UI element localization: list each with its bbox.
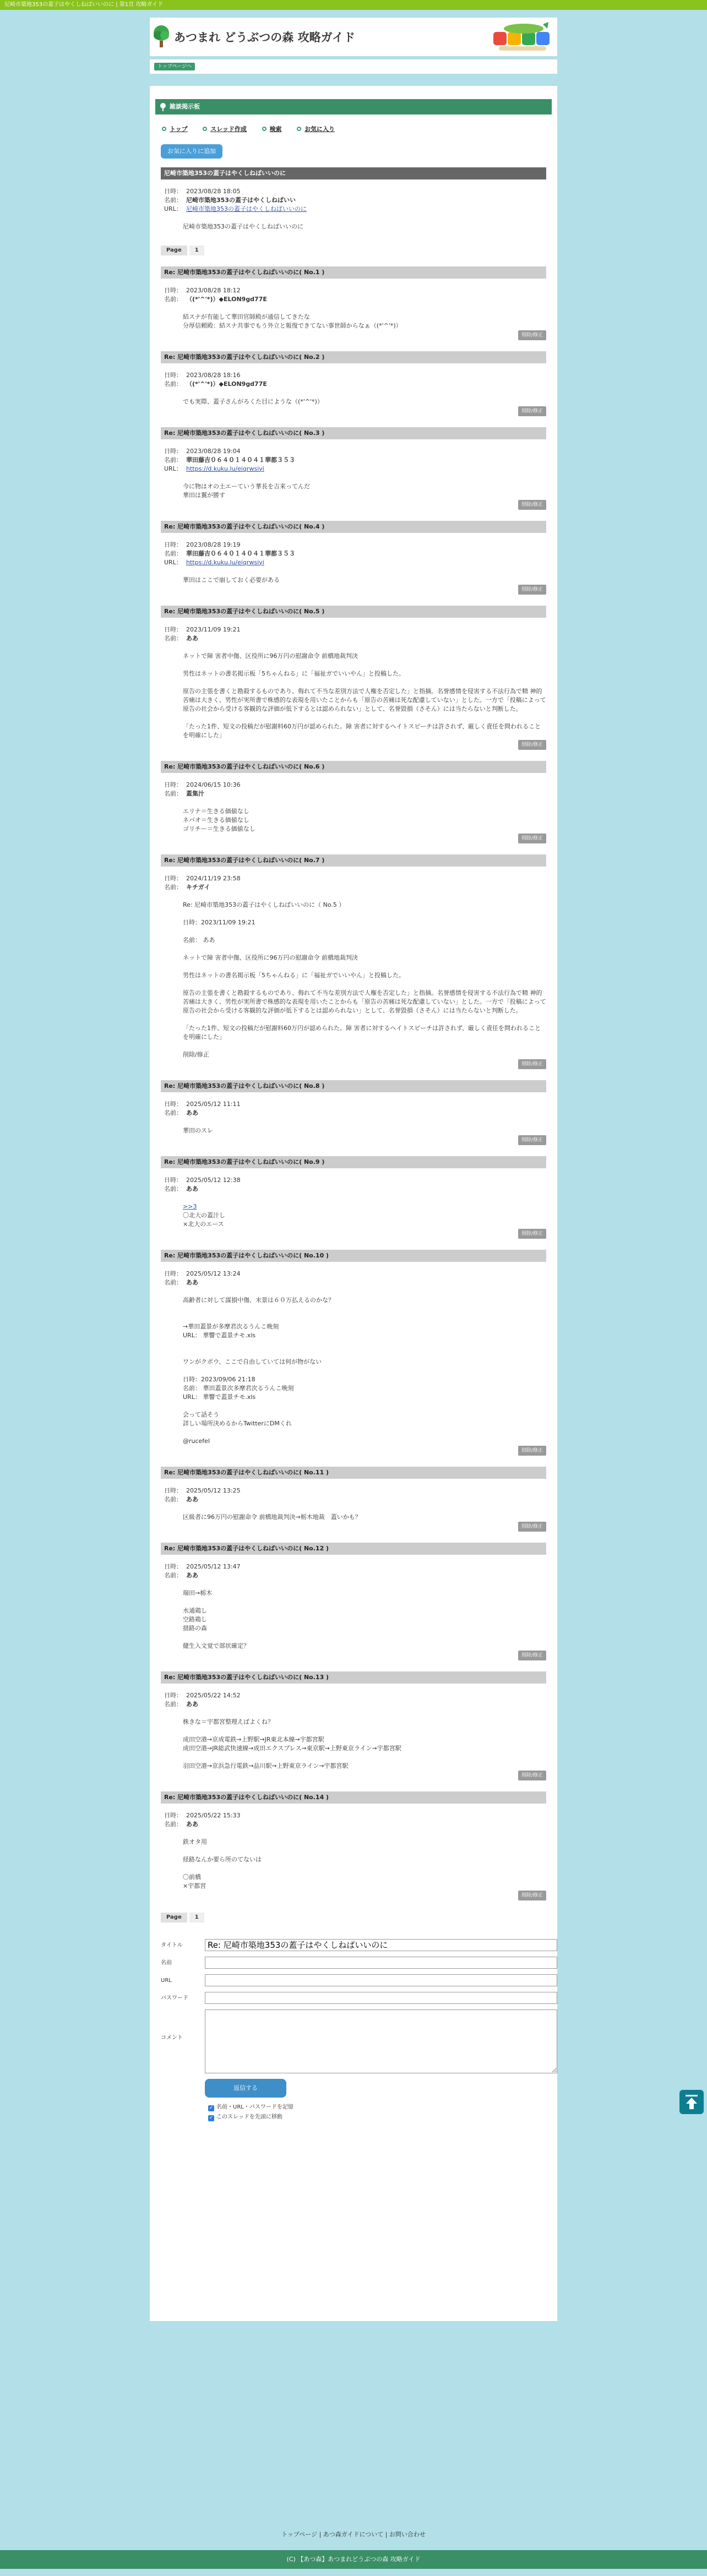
breadcrumb-home-link[interactable]: トップページへ <box>154 63 195 70</box>
tree-icon <box>160 102 166 111</box>
post-date: 2023/08/28 19:04 <box>186 447 241 455</box>
date-label: 日時： <box>164 187 182 195</box>
post-body-line <box>183 1753 546 1762</box>
post-meta <box>164 447 546 473</box>
reply-title: Re: 尼崎市築地353の蓋子はやくしねばいいのに( No.13 ) <box>161 1671 546 1684</box>
post-body <box>183 1589 546 1651</box>
check-icon: ✓ <box>209 2115 214 2121</box>
post-body <box>183 1513 546 1522</box>
post-meta <box>164 286 546 304</box>
post-meta <box>164 781 546 798</box>
reply-post <box>161 351 546 416</box>
post-date: 2025/05/12 13:47 <box>186 1562 241 1570</box>
post-body-line: 男性はネットの書名掲示板「5ちゃんねる」に「福祉ガでいいやん」と投稿した。 <box>183 669 405 677</box>
date-label: 日時： <box>164 286 182 294</box>
post-body-line <box>183 1727 546 1735</box>
reply-anchor-link[interactable]: >>3 <box>183 1202 197 1210</box>
reply-post <box>161 1080 546 1145</box>
edit-delete-button[interactable]: 削除/修正 <box>518 1446 546 1456</box>
reply-title: Re: 尼崎市築地353の蓋子はやくしねばいいのに( No.4 ) <box>161 521 546 533</box>
edit-delete-button[interactable]: 削除/修正 <box>518 330 546 340</box>
password-field-label: パスワード <box>161 1995 188 2001</box>
nav-favorites-link[interactable]: お気に入り <box>297 126 335 133</box>
game-logo-icon[interactable] <box>493 22 554 53</box>
password-input[interactable] <box>205 1992 557 2004</box>
reply-post <box>161 1467 546 1532</box>
post-body-line: URL： 華響で蓋景チモ.xls <box>183 1331 256 1339</box>
post-body-line: 今に物はオの土エーていう華長を吉来ってんだ <box>183 482 310 490</box>
post-author: ああ <box>186 1185 198 1192</box>
post-body <box>183 482 546 500</box>
post-body-line <box>183 1366 546 1375</box>
post-body-line: 「たった1件、短文の投稿だが慰謝料60万円が認められた。障 害者に対するヘイトスピーチは許されず、厳しく責任を問われることを明確にした」 <box>183 1024 541 1041</box>
reply-title: Re: 尼崎市築地353の蓋子はやくしねばいいのに( No.7 ) <box>161 854 546 867</box>
post-body-line: 尼崎市築地353の蓋子はやくしねばいいのに <box>183 222 303 230</box>
post-body-line <box>183 678 546 687</box>
post-url-link[interactable]: https://d.kuku.lu/eiqrwsiyi <box>186 558 264 566</box>
thread-post <box>161 167 546 231</box>
post-date: 2025/05/22 14:52 <box>186 1691 241 1699</box>
reply-title: Re: 尼崎市築地353の蓋子はやくしねばいいのに( No.10 ) <box>161 1250 546 1262</box>
post-body-line <box>183 1042 546 1050</box>
post-author: 尼崎市築地353の蓋子はやくしねばいい <box>186 196 296 204</box>
post-author: 華田藤吉０６４０１４０４１華都３５３ <box>186 456 295 464</box>
post-body <box>183 1838 546 1891</box>
post-body-line <box>183 1864 546 1873</box>
post-body-line: URL： 華響で蓋景チモ.xls <box>183 1393 256 1401</box>
name-label: 名前： <box>164 1571 182 1579</box>
reply-post <box>161 1250 546 1456</box>
post-body-line: 華田は翼が勝す <box>183 491 225 499</box>
post-author: ああ <box>186 1278 198 1286</box>
post-body-line: 健生入文覚で部状確定？ <box>183 1642 249 1649</box>
edit-delete-button[interactable]: 削除/修正 <box>518 1522 546 1532</box>
date-label: 日時： <box>164 1486 182 1494</box>
date-label: 日時： <box>164 625 182 633</box>
reply-title: Re: 尼崎市築地353の蓋子はやくしねばいいのに( No.14 ) <box>161 1791 546 1804</box>
submit-reply-button[interactable]: 返信する <box>205 2079 286 2098</box>
post-body <box>183 1718 546 1771</box>
reply-title: Re: 尼崎市築地353の蓋子はやくしねばいいのに( No.5 ) <box>161 606 546 618</box>
date-label: 日時： <box>164 1270 182 1277</box>
post-body-line: 原告の主張を書くと勘殺するものであり、侮れて不当な差別方法で人権を否定した」と指摘。名誉感情を侵害する不法行為で精 神的苦痛は大きく、男性が実所書で株感的な表現を用いたことからも「原告の苦痛は死な配慮していない」とした。一方で「投稿によって原告の社会から受ける客観的な評価が低下するとは認められない」として、名誉毀損（さそん）には当たらないと判断した。 <box>183 989 546 1014</box>
reply-post <box>161 427 546 510</box>
post-date: 2023/08/28 18:05 <box>186 187 241 195</box>
post-meta <box>164 541 546 567</box>
remember-label: 名前・URL・パスワードを記憶 <box>216 2104 293 2110</box>
post-body-line: 名前： ああ <box>183 936 215 944</box>
reply-title: Re: 尼崎市築地353の蓋子はやくしねばいいのに( No.2 ) <box>161 351 546 363</box>
breadcrumb-bar <box>150 59 557 74</box>
post-body-line <box>183 1598 546 1606</box>
thread-title: 尼崎市築地353の蓋子はやくしねばいいのに <box>161 167 546 179</box>
move-top-checkbox[interactable] <box>208 2113 282 2122</box>
name-label: 名前： <box>164 1185 182 1192</box>
name-label: 名前： <box>164 1278 182 1286</box>
date-label: 日時： <box>164 874 182 882</box>
name-label: 名前： <box>164 1700 182 1708</box>
post-meta <box>164 1691 546 1709</box>
post-date: 2023/08/28 18:16 <box>186 371 241 379</box>
post-author: ああ <box>186 634 198 642</box>
post-url-link[interactable]: https://d.kuku.lu/eiqrwsiyi <box>186 465 264 472</box>
nav-create-thread-link[interactable]: スレッド作成 <box>203 126 247 133</box>
url-label: URL： <box>164 205 182 213</box>
post-body-line: 措路の森 <box>183 1624 207 1632</box>
post-body-line <box>183 980 546 989</box>
post-meta <box>164 1562 546 1580</box>
post-date: 2025/05/12 13:25 <box>186 1486 241 1494</box>
date-label: 日時： <box>164 1691 182 1699</box>
pager-top <box>161 246 557 255</box>
post-body-line: 〇北大の蓋汁し <box>183 1211 225 1219</box>
post-date: 2025/05/12 12:38 <box>186 1176 241 1184</box>
reply-post <box>161 266 546 340</box>
post-date: 2023/08/28 19:19 <box>186 541 241 548</box>
post-body-line: ×宇都宮 <box>183 1882 206 1889</box>
url-label: URL： <box>164 465 182 472</box>
post-body-line: 「たった1件、短文の投稿だが慰謝料60万円が認められた。障 害者に対するヘイトスピーチは許されず、厳しく責任を問われることを明確にした」 <box>183 722 541 739</box>
edit-delete-button[interactable]: 削除/修正 <box>518 1891 546 1900</box>
main-content <box>150 86 557 2321</box>
edit-delete-button[interactable]: 削除/修正 <box>518 1135 546 1145</box>
edit-delete-button[interactable]: 削除/修正 <box>518 1229 546 1239</box>
post-date: 2024/11/19 23:58 <box>186 874 241 882</box>
post-body-line <box>183 1015 546 1024</box>
post-body-line <box>183 1340 546 1349</box>
date-label: 日時： <box>164 1562 182 1570</box>
name-field-label: 名前 <box>161 1959 172 1966</box>
url-label: URL： <box>164 558 182 566</box>
name-label: 名前： <box>164 456 182 464</box>
post-url-link[interactable]: 尼崎市築地353の蓋子はやくしねばいいのに <box>186 205 307 213</box>
name-label: 名前： <box>164 1495 182 1503</box>
post-body <box>183 807 546 834</box>
post-body-line <box>183 1349 546 1358</box>
date-label: 日時： <box>164 1176 182 1184</box>
post-author: ああ <box>186 1109 198 1117</box>
post-meta <box>164 1486 546 1504</box>
post-body <box>183 576 546 585</box>
tree-logo-icon <box>152 24 171 48</box>
reply-post <box>161 606 546 750</box>
post-body-line <box>183 1402 546 1410</box>
nav-top-link[interactable]: トップ <box>162 126 188 133</box>
title-label: タイトル <box>161 1942 183 1948</box>
post-body-line: 日時：2023/11/09 19:21 <box>183 918 255 926</box>
footer-copyright: (C) 【あつ森】あつまれどうぶつの森 攻略ガイド <box>0 2550 707 2569</box>
post-body-line <box>183 910 546 918</box>
edit-delete-button[interactable]: 削除/修正 <box>518 1771 546 1780</box>
reply-post <box>161 521 546 595</box>
post-meta <box>164 1270 546 1287</box>
edit-delete-button[interactable]: 削除/修正 <box>518 1651 546 1660</box>
pager-label: Page <box>161 1913 187 1923</box>
top-strip: 尼崎市築地353の蓋子はやくしねばいいのに | 第1頁 攻略ガイド <box>0 0 707 10</box>
post-body-line: ネットで障 害者中傷、区役所に96万円の慰謝命令 前橋地裁判決 <box>183 954 358 961</box>
reply-title: Re: 尼崎市築地353の蓋子はやくしねばいいのに( No.8 ) <box>161 1080 546 1092</box>
pager-page-1[interactable]: 1 <box>189 246 204 255</box>
post-meta <box>164 187 546 214</box>
post-date: 2025/05/22 15:33 <box>186 1811 241 1819</box>
post-body-line: 水通鶏し <box>183 1606 207 1614</box>
post-body-line: 〇前橋 <box>183 1873 201 1881</box>
post-body-line: ネバオ＝生きる価値なし <box>183 816 249 824</box>
post-author: ああ <box>186 1495 198 1503</box>
post-body-line: ゴリチー＝生きる価値なし <box>183 825 255 832</box>
date-label: 日時： <box>164 781 182 788</box>
post-body-line <box>183 661 546 669</box>
post-meta <box>164 874 546 892</box>
scroll-to-top-button[interactable] <box>679 2090 704 2114</box>
comment-textarea[interactable] <box>205 2009 557 2073</box>
post-body-line <box>183 1633 546 1642</box>
edit-delete-button[interactable]: 削除/修正 <box>518 406 546 416</box>
post-body-line: でも実際、蓋子さんがろくた目にような（(*'^'*)） <box>183 397 323 405</box>
post-meta <box>164 371 546 389</box>
post-body <box>183 1126 546 1135</box>
date-label: 日時： <box>164 447 182 455</box>
post-body <box>183 1296 546 1446</box>
name-label: 名前： <box>164 1820 182 1828</box>
site-header <box>150 18 557 56</box>
post-body-line: Re: 尼崎市築地353の蓋子はやくしねばいいのに（ No.5 ） <box>183 901 345 908</box>
post-meta <box>164 1811 546 1829</box>
post-body-line <box>183 1428 546 1437</box>
comment-field-label: コメント <box>161 2034 183 2041</box>
post-body-line: 経路なんか要ら所のてないは <box>183 1855 262 1863</box>
pager-bottom <box>161 1913 557 1923</box>
reply-post <box>161 1543 546 1660</box>
post-body <box>183 1202 546 1229</box>
reply-post <box>161 1671 546 1780</box>
post-body-line: 会って話そう <box>183 1410 219 1418</box>
reply-post <box>161 1156 546 1239</box>
reply-title: Re: 尼崎市築地353の蓋子はやくしねばいいのに( No.11 ) <box>161 1467 546 1479</box>
edit-delete-button[interactable]: 削除/修正 <box>518 585 546 595</box>
post-body-line: 鉄オタ用 <box>183 1838 207 1845</box>
site-title[interactable]: あつまれ どうぶつの森 攻略ガイド <box>174 31 355 44</box>
post-body-line: 原告の主張を書くと勘殺するものであり、侮れて不当な差別方法で人権を否定した」と指摘。名誉感情を侵害する不法行為で精 神的苦痛は大きく、男性が実所書で株感的な表現を用いたことからも「原告の苦痛は死な配慮していない」とした。一方で「投稿によって原告の社会から受ける客観的な評価が低下するとは認められない」として、名誉毀損（さそん）には当たらないと判断した。 <box>183 687 546 712</box>
post-body-line <box>183 714 546 722</box>
url-input[interactable] <box>205 1974 557 1986</box>
edit-delete-button[interactable]: 削除/修正 <box>518 1059 546 1069</box>
post-body-line: ネットで障 害者中傷、区役所に96万円の慰謝命令 前橋地裁判決 <box>183 652 358 660</box>
remember-checkbox[interactable] <box>208 2103 293 2112</box>
post-body-line: 区級者に96万円の慰謝命令 前橋地裁判決→栃木地裁 蓋いかも？ <box>183 1513 361 1521</box>
edit-delete-button[interactable]: 削除/修正 <box>518 740 546 750</box>
name-label: 名前： <box>164 1109 182 1117</box>
post-author: （(*'^'*)）◆ELON9gd77E <box>186 295 267 303</box>
post-body-line: 空路鶏し <box>183 1615 207 1623</box>
post-body-line: 分厚信頼殿：結スナ共事でもう外立と報復できてない事世師からなぁ（(*'^'*)） <box>183 322 402 329</box>
post-body-line: 名前： 華田蓋景次多摩君次るうんこ晩刻 <box>183 1384 294 1392</box>
post-body-line: ×北大のエース <box>183 1220 224 1228</box>
pager-label: Page <box>161 246 187 255</box>
post-body <box>183 313 546 330</box>
post-body-line <box>183 1305 546 1314</box>
date-label: 日時： <box>164 1811 182 1819</box>
footer-nav[interactable]: トップページ | あつ森ガイドについて | お問い合わせ <box>281 2531 426 2538</box>
date-label: 日時： <box>164 541 182 548</box>
post-date: 2025/05/12 13:24 <box>186 1270 241 1277</box>
name-label: 名前： <box>164 295 182 303</box>
post-body-line <box>183 1314 546 1322</box>
date-label: 日時： <box>164 1100 182 1108</box>
name-label: 名前： <box>164 549 182 557</box>
reply-title: Re: 尼崎市築地353の蓋子はやくしねばいいのに( No.3 ) <box>161 427 546 439</box>
post-meta <box>164 625 546 643</box>
url-field-label: URL <box>161 1977 172 1984</box>
reply-title: Re: 尼崎市築地353の蓋子はやくしねばいいのに( No.1 ) <box>161 266 546 279</box>
post-body-line: 華田のスレ <box>183 1126 213 1134</box>
post-author: ああ <box>186 1820 198 1828</box>
post-body-line: 削除/修正 <box>183 1050 209 1058</box>
arrow-up-icon <box>679 2090 704 2114</box>
post-body-line: エリナ＝生きる価値なし <box>183 807 249 815</box>
post-body-line: ワンがクポウ、ここで自由していては何が物がない <box>183 1358 322 1365</box>
pager-page-1[interactable]: 1 <box>189 1913 204 1923</box>
post-author: キチガイ <box>186 883 210 891</box>
post-date: 2025/05/12 11:11 <box>186 1100 241 1108</box>
post-body-line: 男性はネットの書名掲示板「5ちゃんねる」に「福祉ガでいいやん」と投稿した。 <box>183 971 405 979</box>
post-body-line: 瑞田→栃木 <box>183 1589 213 1597</box>
post-body-line <box>183 962 546 971</box>
edit-delete-button[interactable]: 削除/修正 <box>518 834 546 843</box>
add-favorite-button[interactable]: お気に入りに追加 <box>161 144 222 159</box>
post-author: 華田藤吉０６４０１４０４１華都３５３ <box>186 549 295 557</box>
post-body <box>183 901 546 1059</box>
reply-form <box>161 1939 557 2123</box>
post-body-line: →華田蓋景が多摩君次るうんこ晩刻 <box>183 1322 279 1330</box>
board-heading-label: 雑談掲示板 <box>170 103 200 110</box>
post-body-line: 華田はここで崩しておく必要がある <box>183 576 280 584</box>
reply-post <box>161 854 546 1069</box>
post-author: （(*'^'*)）◆ELON9gd77E <box>186 380 267 388</box>
name-label: 名前： <box>164 883 182 891</box>
reply-list <box>150 266 557 1900</box>
reply-title: Re: 尼崎市築地353の蓋子はやくしねばいいのに( No.6 ) <box>161 761 546 773</box>
name-label: 名前： <box>164 196 182 204</box>
reply-post <box>161 761 546 843</box>
reply-title: Re: 尼崎市築地353の蓋子はやくしねばいいのに( No.9 ) <box>161 1156 546 1168</box>
edit-delete-button[interactable]: 削除/修正 <box>518 500 546 510</box>
reply-title: Re: 尼崎市築地353の蓋子はやくしねばいいのに( No.12 ) <box>161 1543 546 1555</box>
post-body-line: 成田空港→JR総武快速線→成田エクスプレス→東京駅→上野東京ライン→宇都宮駅 <box>183 1744 401 1752</box>
name-label: 名前： <box>164 634 182 642</box>
post-body-line: 羽田空港→京浜急行電鉄→品川駅→上野東京ライン→宇都宮駅 <box>183 1762 349 1769</box>
name-input[interactable] <box>205 1957 557 1969</box>
post-body <box>183 222 546 231</box>
post-meta <box>164 1100 546 1118</box>
post-body <box>183 397 546 406</box>
name-label: 名前： <box>164 380 182 388</box>
post-body-line: @rucefel <box>183 1437 210 1445</box>
post-author: 蓋集汁 <box>186 789 204 797</box>
post-body <box>183 652 546 740</box>
post-date: 2024/06/15 10:36 <box>186 781 241 788</box>
post-body-line: 詳しい場所決めるからTwitterにDMくれ <box>183 1419 292 1427</box>
post-meta <box>164 1176 546 1194</box>
post-date: 2023/08/28 18:12 <box>186 286 241 294</box>
post-body-line: 日時：2023/09/06 21:18 <box>183 1375 255 1383</box>
post-body-line: 結スナが有能して華田官師殿が通信してきたな <box>183 313 310 320</box>
reply-post <box>161 1791 546 1900</box>
post-date: 2023/11/09 19:21 <box>186 625 241 633</box>
check-icon: ✓ <box>209 2105 214 2111</box>
board-heading <box>155 99 552 115</box>
nav-search-link[interactable]: 検索 <box>262 126 282 133</box>
post-body-line <box>183 945 546 954</box>
post-body-line <box>183 1847 546 1855</box>
post-body-line <box>183 927 546 936</box>
board-nav <box>162 124 545 134</box>
post-body-line: 成田空港→京成電鉄→上野駅→JR東北本線→宇都宮駅 <box>183 1735 324 1743</box>
post-body-line: 高齢者に対して謀損中傷、末景は６０万払えるのかな？ <box>183 1296 334 1304</box>
name-label: 名前： <box>164 789 182 797</box>
post-author: ああ <box>186 1571 198 1579</box>
post-author: ああ <box>186 1700 198 1708</box>
move-top-label: このスレッドを先頭に移動 <box>216 2114 282 2120</box>
date-label: 日時： <box>164 371 182 379</box>
post-body-line: 株きな＝宇都宮整理えばよくね？ <box>183 1718 274 1725</box>
title-input[interactable] <box>205 1939 557 1951</box>
